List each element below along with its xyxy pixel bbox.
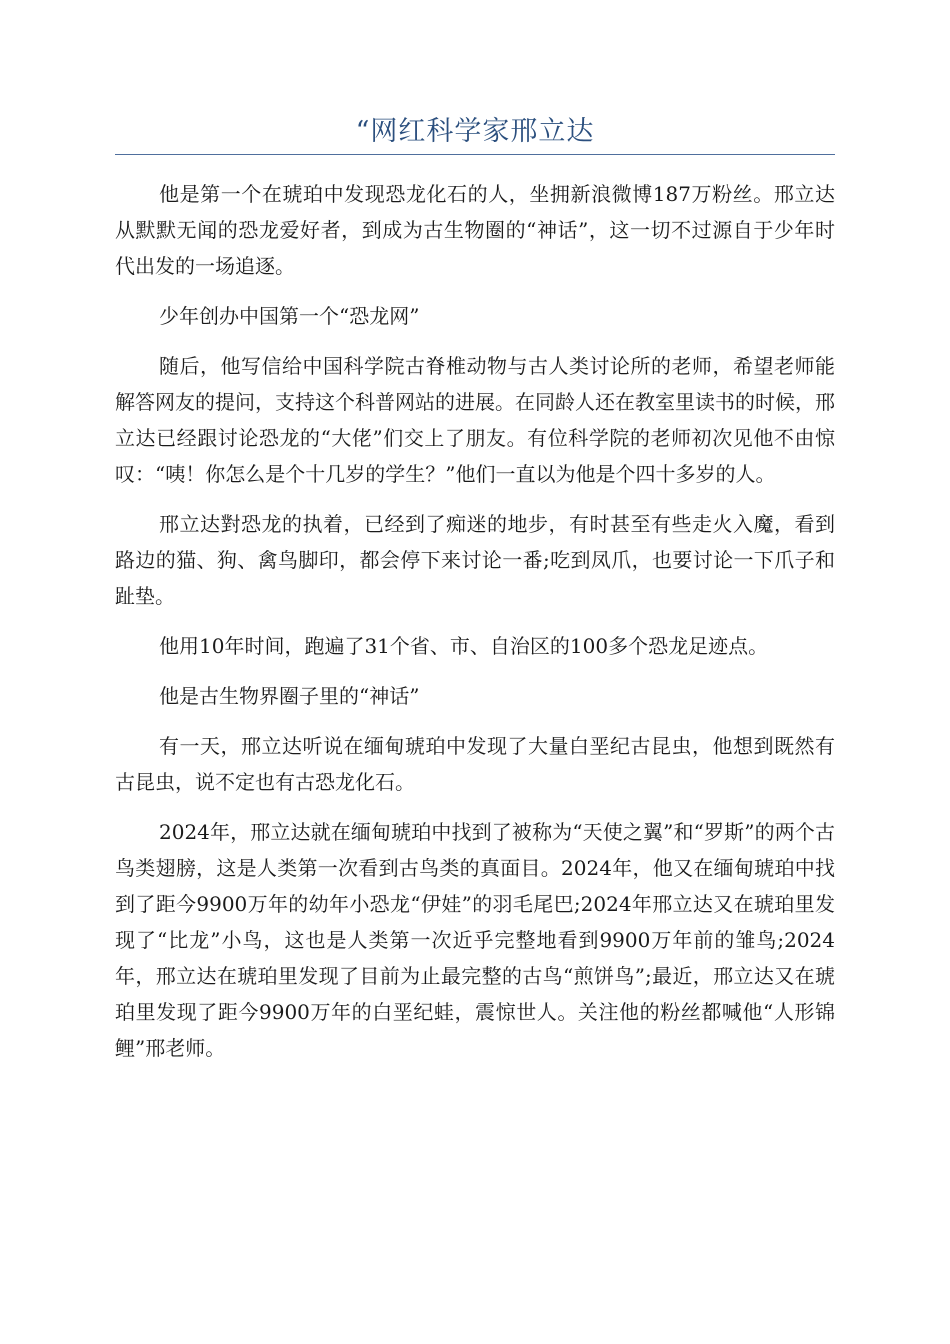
section-heading-dinosaur-site: 少年创办中国第一个“恐龙网”: [159, 304, 420, 328]
paragraph-obsession: 邢立达對恐龙的执着，已经到了痴迷的地步，有时甚至有些走火入魔，看到路边的猫、狗、禽鸟脚印，都会停下来讨论一番;吃到凤爪，也要讨论一下爪子和趾垫。: [115, 512, 835, 608]
paragraph-letter-to-academy: 随后，他写信给中国科学院古脊椎动物与古人类讨论所的老师，希望老师能解答网友的提问，支持这个科普网站的进展。在同龄人还在教室里读书的时候，邢立达已经跟讨论恐龙的“大佬”们交上了朋友。有位科学院的老师初次见他不由惊叹：“咦！你怎么是个十几岁的学生？”他们一直以为他是个四十多岁的人。: [115, 354, 835, 486]
page-title: “网红科学家邢立达: [355, 116, 595, 147]
section-heading-legend: 他是古生物界圈子里的“神话”: [159, 684, 420, 708]
paragraph-discoveries: 2024年，邢立达就在缅甸琥珀中找到了被称为“天使之翼”和“罗斯”的两个古鸟类翅膀，这是人类第一次看到古鸟类的真面目。2024年，他又在缅甸琥珀中找到了距今9900万年的幼年小恐龙“伊娃”的羽毛尾巴;2024年邢立达又在琥珀里发现了“比龙”小鸟，这也是人类第一次近乎完整地看到9900万年前的雏鸟;2024年，邢立达在琥珀里发现了目前为止最完整的古鸟“煎饼鸟”;最近，邢立达又在琥珀里发现了距今9900万年的白垩纪蛙，震惊世人。关注他的粉丝都喊他“人形锦鲤”邢老师。: [115, 820, 835, 1060]
title-underline: [115, 154, 835, 155]
article-body: [115, 176, 835, 1080]
paragraph-footprint-sites: 他用10年时间，跑遍了31个省、市、自治区的100多个恐龙足迹点。: [159, 634, 769, 658]
paragraph-amber-insects: 有一天，邢立达听说在缅甸琥珀中发现了大量白垩纪古昆虫，他想到既然有古昆虫，说不定也有古恐龙化石。: [115, 734, 835, 794]
paragraph-intro: 他是第一个在琥珀中发现恐龙化石的人，坐拥新浪微博187万粉丝。邢立达从默默无闻的恐龙爱好者，到成为古生物圈的“神话”，这一切不过源自于少年时代出发的一场追逐。: [115, 182, 835, 278]
